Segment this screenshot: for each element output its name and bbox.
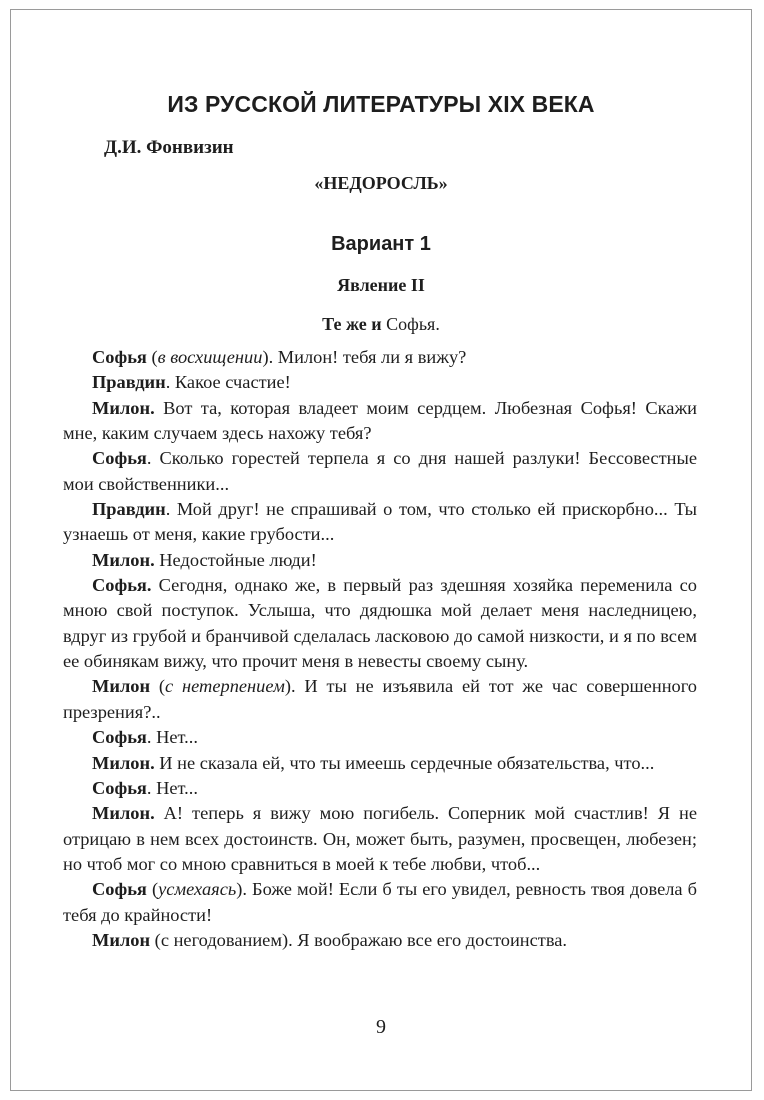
dialogue-line: Софья (усмехаясь). Боже мой! Если б ты его увидел, ревность твоя довела б тебя до крайности!: [63, 879, 697, 925]
stage-direction: [0, 314, 762, 335]
author-name: Д.И. Фонвизин: [104, 137, 234, 158]
speaker: Милон: [92, 929, 151, 950]
line-text: . Сколько горестей терпела я со дня нашей разлуки! Бессовестные мои свойственники...: [63, 448, 697, 494]
dialogue-line: [63, 446, 697, 497]
scene-heading: Явление II: [337, 275, 425, 295]
line-text: Сегодня, однако же, в первый раз здешняя хозяйка переменила со мною свой поступок. Услыша, что дядюшка мой делает меня наследницею, вдруг из грубой и бранчивой сделалась ласковою до самой низкости, и я по всем ее обинякам вижу, что прочит меня в невесты своему сыну.: [63, 575, 697, 672]
dialogue-line: [63, 548, 697, 573]
line-text: . Боже мой! Если б ты его увидел, ревность твоя довела б тебя до крайности!: [63, 879, 697, 925]
dialogue-line: [63, 725, 697, 750]
dialogue-line: [63, 396, 697, 447]
variant-heading: Вариант 1: [331, 233, 431, 255]
line-text: . Какое счастие!: [165, 372, 291, 393]
line-text: И не сказала ей, что ты имеешь сердечные обязательства, что...: [154, 752, 655, 773]
work-title: «НЕДОРОСЛЬ»: [314, 173, 448, 193]
dialogue-line: [63, 573, 697, 674]
line-text: . И ты не изъявила ей тот же час совершенного презрения?..: [63, 676, 698, 722]
dialogue-line: Милон (с нетерпением). И ты не изъявила ей тот же час совершенного презрения?..: [63, 676, 698, 722]
line-text: А! теперь я вижу мою погибель. Соперник мой счастлив! Я не отрицаю в нем всех достоинств. Он, может быть, разумен, просвещен, любезен; но чтоб мог со мною сравниться в моей к тебе любви, чтоб...: [63, 803, 697, 874]
speaker: Софья: [92, 879, 147, 900]
dialogue-line: [63, 751, 697, 776]
stage-note: с нетерпением: [165, 676, 285, 697]
speaker: Софья.: [92, 575, 152, 596]
stage-note: с негодованием: [160, 929, 282, 950]
speaker: Софья: [92, 347, 147, 367]
speaker: Софья: [92, 448, 147, 469]
dialogue-line: [63, 801, 697, 877]
speaker: Правдин: [92, 499, 166, 520]
stage-direction-rest: Софья.: [381, 314, 440, 334]
dialogue-line: Милон (с негодованием). Я воображаю все его достоинства.: [92, 929, 568, 950]
section-title: ИЗ РУССКОЙ ЛИТЕРАТУРЫ XIX ВЕКА: [167, 91, 595, 117]
line-text: . Я воображаю все его достоинства.: [288, 929, 568, 950]
dialogue-line: Софья (в восхищении). Милон! тебя ли я вижу?: [92, 347, 467, 367]
speaker: Правдин: [92, 372, 166, 393]
line-text: Вот та, которая владеет моим сердцем. Любезная Софья! Скажи мне, каким случаем здесь нахожу тебя?: [63, 397, 697, 444]
page-number: 9: [376, 1016, 386, 1038]
dialogue-line: [63, 497, 697, 548]
line-text: . Милон! тебя ли я вижу?: [268, 347, 467, 367]
speaker: Милон.: [92, 397, 155, 418]
line-text: . Нет...: [146, 727, 198, 748]
speaker: Софья: [92, 777, 147, 798]
line-text: Недостойные люди!: [154, 549, 317, 570]
stage-direction-bold: Те же и: [322, 314, 382, 334]
dialogue-line: [63, 776, 697, 801]
speaker: Милон: [92, 676, 151, 697]
line-text: . Мой друг! не спрашивай о том, что столько ей прискорбно... Ты узнаешь от меня, какие грубости...: [63, 499, 697, 545]
dialogue: [63, 345, 697, 953]
speaker: Милон.: [92, 803, 155, 824]
dialogue-line: [63, 370, 697, 395]
speaker: Милон.: [92, 549, 155, 570]
line-text: . Нет...: [146, 777, 198, 798]
speaker: Милон.: [92, 752, 155, 773]
speaker: Софья: [92, 727, 147, 748]
stage-note: в восхищении: [157, 347, 263, 367]
stage-note: усмехаясь: [158, 879, 237, 900]
